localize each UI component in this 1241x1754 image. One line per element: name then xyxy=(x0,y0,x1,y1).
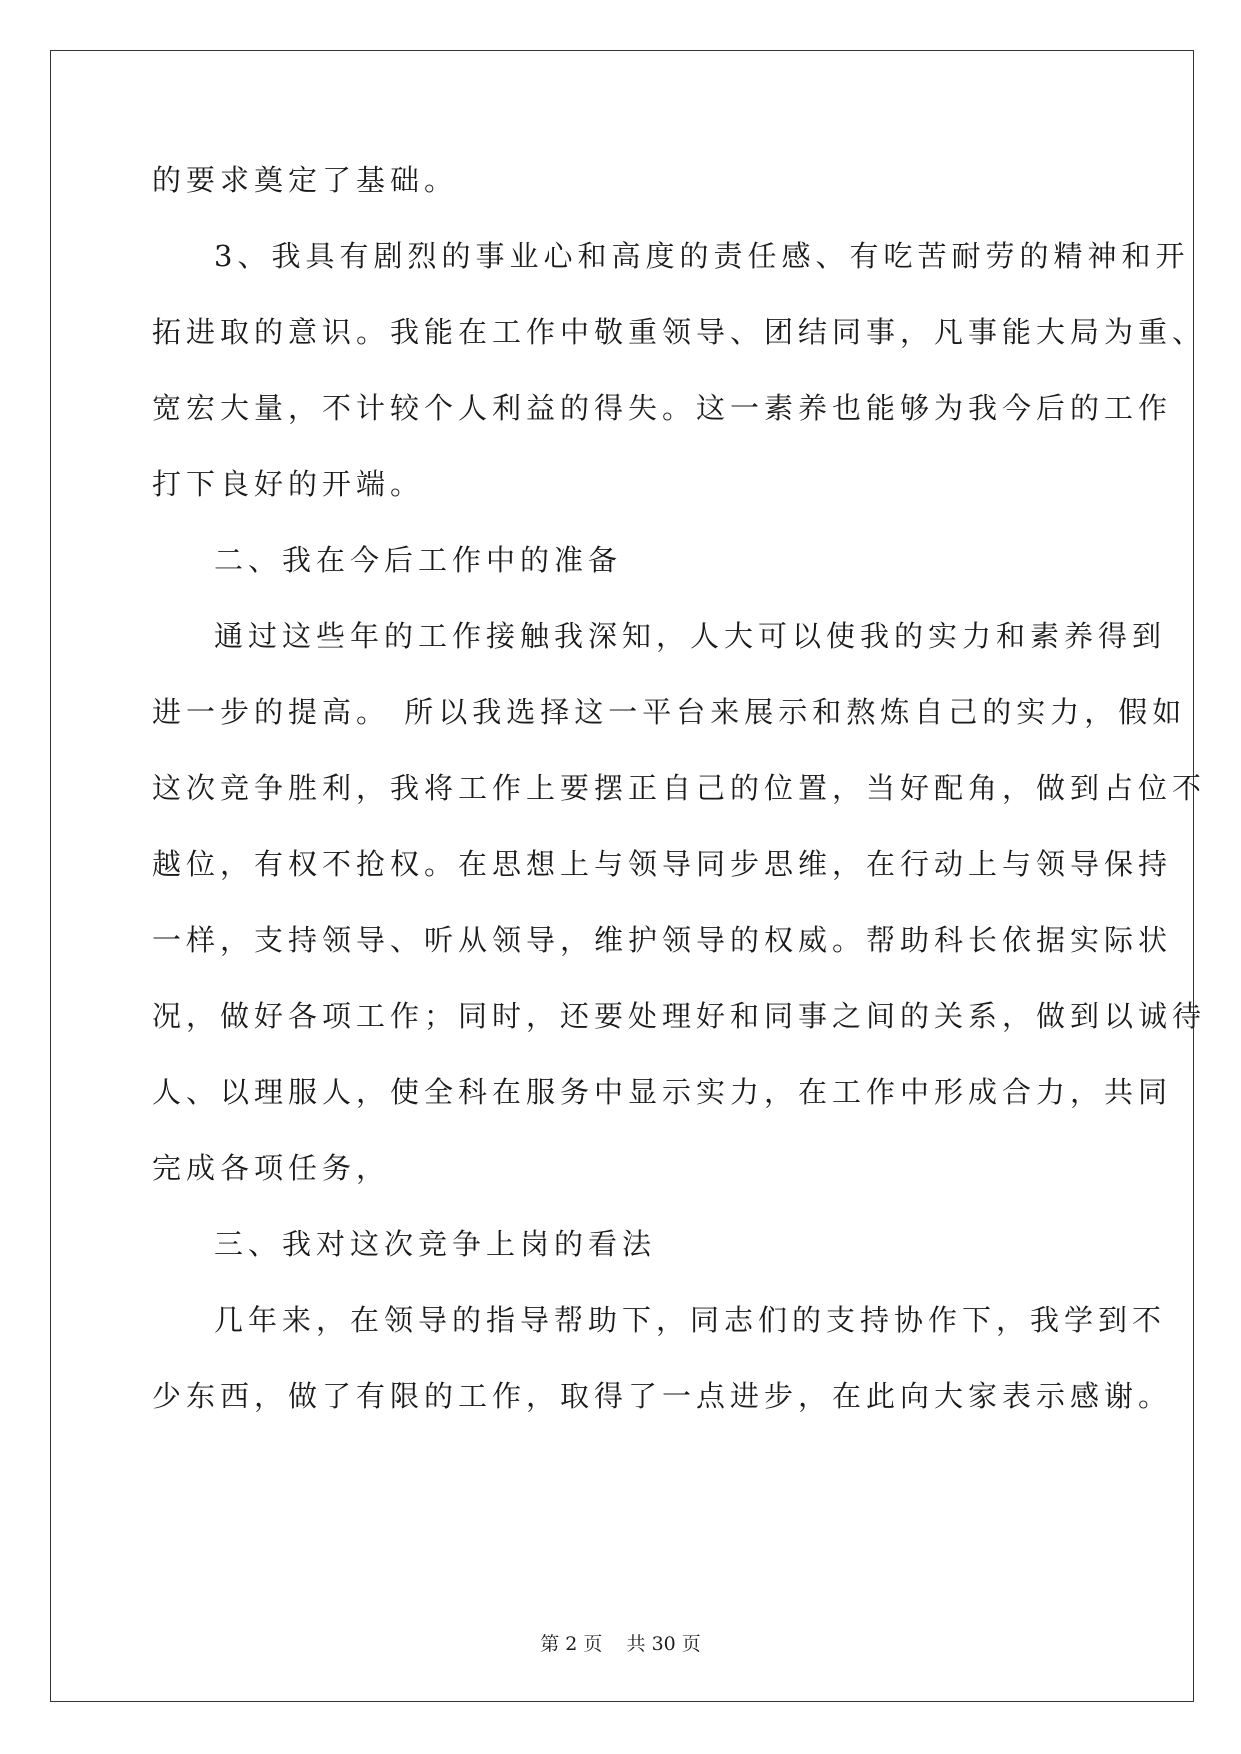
section-heading: 二、我在今后工作中的准备 xyxy=(214,543,623,577)
paragraph-line: 一样，支持领导、听从领导，维护领导的权威。帮助科长依据实际状 xyxy=(152,923,1173,957)
paragraph-line: 宽宏大量，不计较个人利益的得失。这一素养也能够为我今后的工作 xyxy=(152,391,1173,425)
paragraph-line: 通过这些年的工作接触我深知，人大可以使我的实力和素养得到 xyxy=(214,619,1167,653)
paragraph-line: 3、我具有剧烈的事业心和高度的责任感、有吃苦耐劳的精神和开 xyxy=(214,239,1190,273)
paragraph-line: 拓进取的意识。我能在工作中敬重领导、团结同事，凡事能大局为重、 xyxy=(152,315,1207,349)
paragraph-line: 进一步的提高。 所以我选择这一平台来展示和熬炼自己的实力，假如 xyxy=(152,695,1187,729)
paragraph-line: 人、以理服人，使全科在服务中显示实力，在工作中形成合力，共同 xyxy=(152,1075,1173,1109)
paragraph-line: 越位，有权不抢权。在思想上与领导同步思维，在行动上与领导保持 xyxy=(152,847,1173,881)
paragraph-line: 的要求奠定了基础。 xyxy=(152,163,459,197)
page-footer xyxy=(0,1632,1241,1656)
paragraph-line: 几年来，在领导的指导帮助下，同志们的支持协作下，我学到不 xyxy=(214,1303,1167,1337)
page-total: 共 30 页 xyxy=(626,1633,701,1655)
section-heading: 三、我对这次竞争上岗的看法 xyxy=(214,1227,657,1261)
paragraph-line: 况，做好各项工作；同时，还要处理好和同事之间的关系，做到以诚待 xyxy=(152,999,1207,1033)
paragraph-line: 打下良好的开端。 xyxy=(152,467,425,501)
paragraph-line: 这次竞争胜利，我将工作上要摆正自己的位置，当好配角，做到占位不 xyxy=(152,771,1207,805)
paragraph-line: 少东西，做了有限的工作，取得了一点进步，在此向大家表示感谢。 xyxy=(152,1379,1173,1413)
page-number: 第 2 页 xyxy=(540,1633,603,1655)
paragraph-line: 完成各项任务， xyxy=(152,1151,391,1185)
